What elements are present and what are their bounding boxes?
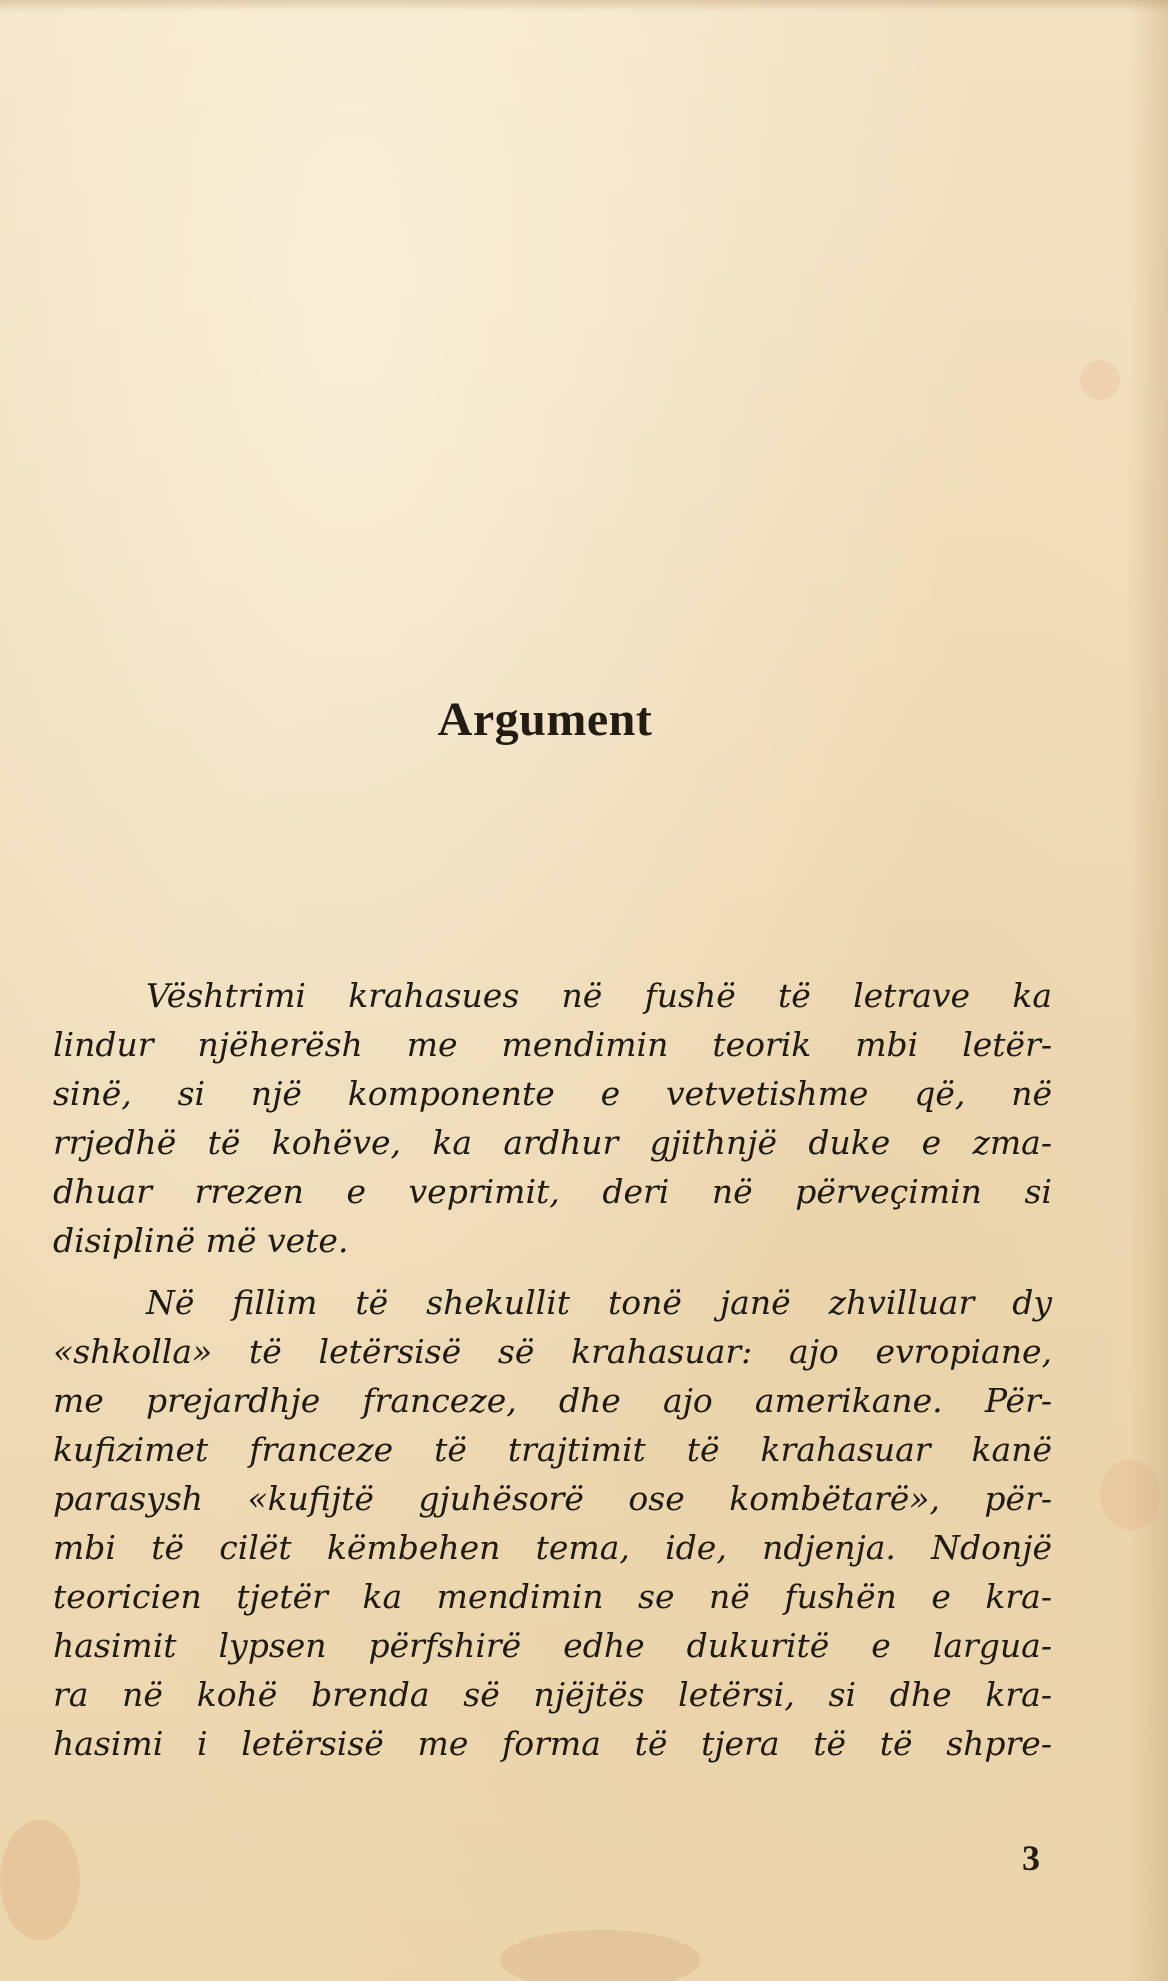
- paper-stain: [500, 1930, 700, 1981]
- text-line: «shkolla» të letërsisë së krahasuar: ajo evropiane,: [53, 1332, 1052, 1371]
- text-line: Në fillim të shekullit tonë janë zhvilluar dy: [146, 1283, 1052, 1322]
- text-line: lindur njëherësh me mendimin teorik mbi letër-: [53, 1025, 1052, 1064]
- text-line: me prejardhje franceze, dhe ajo amerikane. Për-: [53, 1381, 1052, 1420]
- paper-stain: [1100, 1460, 1160, 1530]
- text-line: kufizimet franceze të trajtimit të krahasuar kanë: [53, 1430, 1052, 1469]
- paragraph-2: [53, 1278, 1052, 1768]
- text-line: hasimit lypsen përfshirë edhe dukuritë e largua-: [53, 1626, 1052, 1665]
- text-line: sinë, si një komponente e vetvetishme që, në: [53, 1074, 1052, 1113]
- text-line: rrjedhë të kohëve, ka ardhur gjithnjë duke e zma-: [53, 1123, 1052, 1162]
- text-line: hasimi i letërsisë me forma të tjera të të shpre-: [53, 1724, 1052, 1763]
- chapter-title: Argument: [437, 693, 653, 747]
- text-line: mbi të cilët këmbehen tema, ide, ndjenja. Ndonjë: [53, 1528, 1052, 1567]
- paragraph-1: [53, 971, 1052, 1265]
- page-number: 3: [1022, 1838, 1040, 1878]
- paper-stain: [1080, 360, 1120, 400]
- text-line: Vështrimi krahasues në fushë të letrave ka: [146, 976, 1052, 1015]
- text-line: teoricien tjetër ka mendimin se në fushën e kra-: [53, 1577, 1052, 1616]
- text-line: ra në kohë brenda së njëjtës letërsi, si dhe kra-: [53, 1675, 1052, 1714]
- text-line: disiplinë më vete.: [53, 1221, 349, 1260]
- paper-stain: [0, 1820, 80, 1940]
- page-edge-shadow: [1128, 0, 1168, 1981]
- text-line: parasysh «kufijtë gjuhësorë ose kombëtarë», për-: [53, 1479, 1052, 1518]
- text-line: dhuar rrezen e veprimit, deri në përveçimin si: [53, 1172, 1052, 1211]
